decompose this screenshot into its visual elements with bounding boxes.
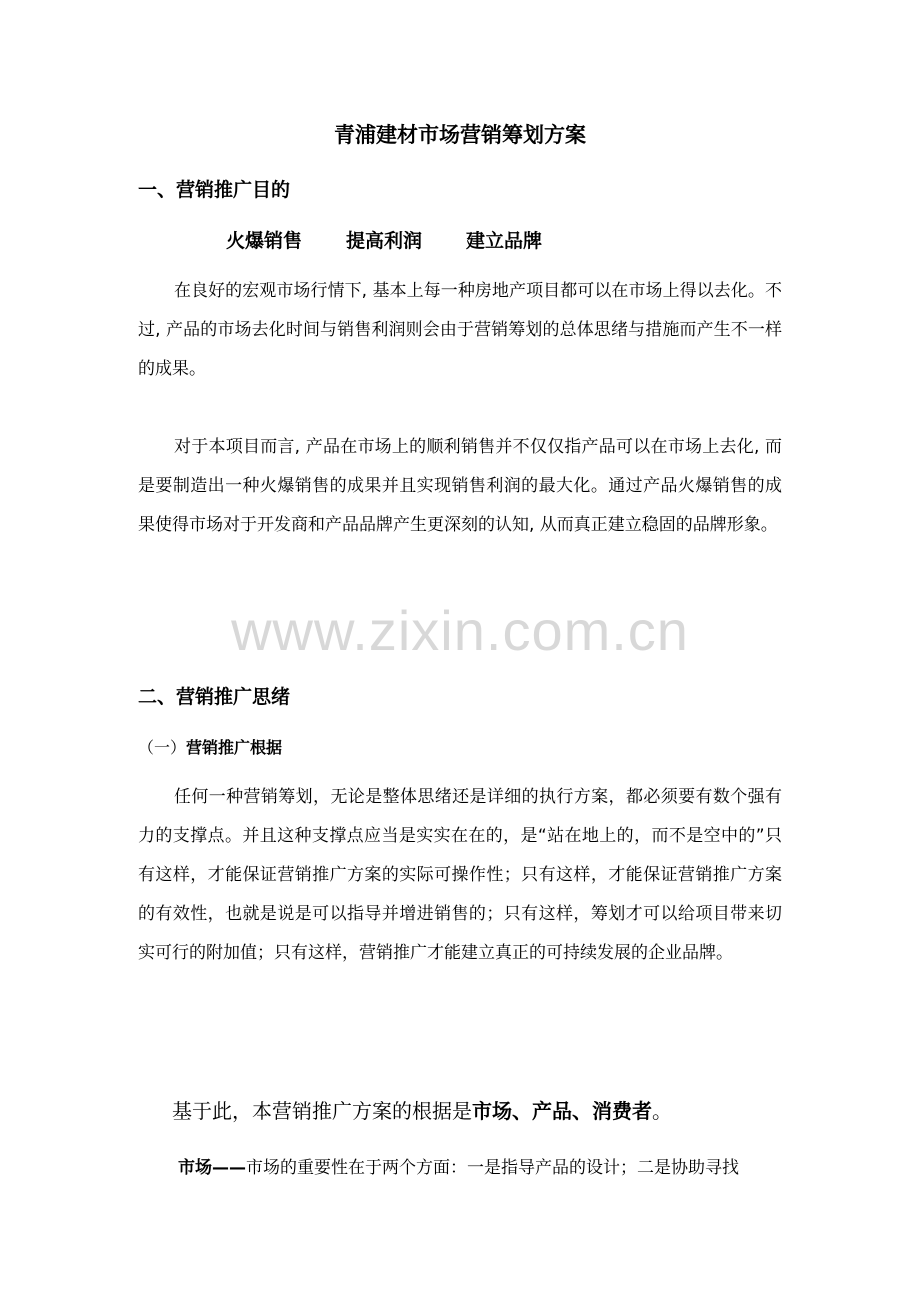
section-1-heading: 一、营销推广目的 [138, 179, 291, 201]
subsection-heading [138, 735, 282, 758]
paragraph-text: 在良好的宏观市场行情下, 基本上每一种房地产项目都可以在市场上得以去化。不过, 产品的市场去化时间与销售利润则会由于营销筹划的总体思绪与措施而产生不一样的成果。 [138, 281, 782, 379]
paragraph-text: 任何一种营销筹划，无论是整体思绪还是详细的执行方案，都必须要有数个强有力的支撑点。并且这种支撑点应当是实实在在的，是“站在地上的，而不是空中的”只有这样，才能保证营销推广方案的实际可操作性；只有这样，才能保证营销推广方案的有效性，也就是说是可以指导并增进销售的；只有这样，筹划才可以给项目带来切实可行的附加值；只有这样，营销推广才能建立真正的可持续发展的企业品牌。 [138, 787, 782, 963]
section-2-heading: 二、营销推广思绪 [138, 686, 291, 708]
subsection-number: （一） [138, 738, 187, 757]
watermark: www.zixin.com.cn [231, 599, 689, 662]
section-1-paragraph-1 [138, 272, 782, 389]
basis-suffix: 。 [652, 1099, 672, 1123]
paragraph-text: 对于本项目而言, 产品在市场上的顺利销售并不仅仅指产品可以在市场上去化, 而是要制造出一种火爆销售的成果并且实现销售利润的最大化。通过产品火爆销售的成果使得市场对于开发商和产品品牌产生更深刻的认知, 从而真正建立稳固的品牌形象。 [138, 437, 782, 535]
market-text: 市场的重要性在于两个方面：一是指导产品的设计；二是协助寻找 [246, 1158, 739, 1178]
document-title: 青浦建材市场营销筹划方案 [334, 123, 586, 147]
section-1-paragraph-2 [138, 428, 782, 545]
subsection-title: 营销推广根据 [186, 738, 283, 757]
slogan-3: 建立品牌 [466, 230, 543, 252]
slogan-1: 火爆销售 [226, 230, 303, 252]
market-line [178, 1153, 739, 1178]
basis-keywords: 市场、产品、消费者 [472, 1099, 652, 1123]
market-label: 市场—— [178, 1158, 246, 1178]
basis-prefix: 基于此，本营销推广方案的根据是 [172, 1099, 472, 1123]
basis-statement [172, 1095, 672, 1124]
slogan-2: 提高利润 [346, 230, 423, 252]
section-2-paragraph [138, 778, 782, 973]
